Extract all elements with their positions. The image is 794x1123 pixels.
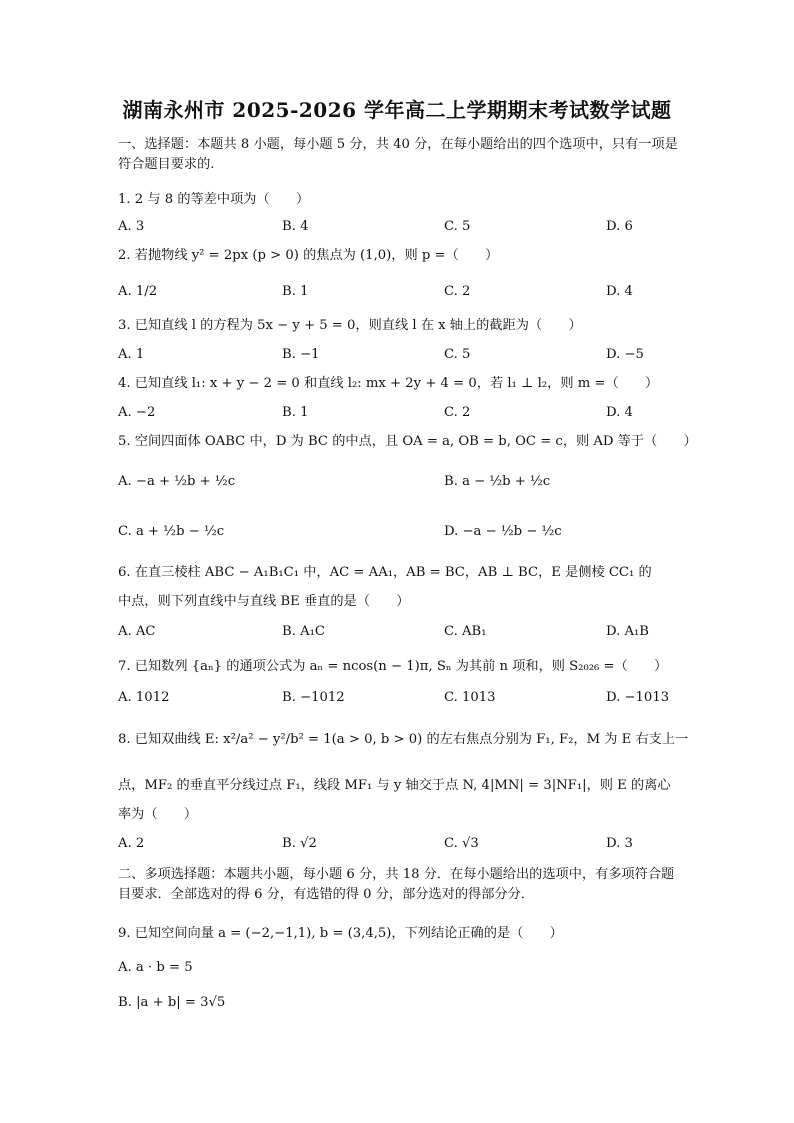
q2-option-d: D. 4: [606, 284, 633, 299]
q8-option-c: C. √3: [444, 836, 479, 851]
section-heading-single-choice: 一、选择题：本题共 8 小题，每小题 5 分，共 40 分，在每小题给出的四个选项中，只有一项是符合题目要求的.: [118, 137, 678, 172]
q2-option-c: C. 2: [444, 284, 471, 299]
q3-option-a: A. 1: [118, 347, 145, 362]
q7-option-d: D. −1013: [606, 690, 670, 705]
q2-option-a: A. 1/2: [118, 284, 158, 299]
q1-option-d: D. 6: [606, 219, 633, 234]
q3-option-d: D. −5: [606, 347, 644, 362]
q4-option-a: A. −2: [118, 405, 156, 420]
question-7-options: [118, 690, 678, 714]
question-4-stem: 4. 已知直线 l₁: x + y − 2 = 0 和直线 l₂: mx + 2y + 4 = 0，若 l₁ ⊥ l₂，则 m =（ ）: [118, 376, 659, 391]
question-6-stem-line-2: 中点，则下列直线中与直线 BE 垂直的是（ ）: [118, 594, 410, 609]
q1-option-a: A. 3: [118, 219, 145, 234]
page-title: 湖南永州市 2025-2026 学年高二上学期期末考试数学试题: [122, 98, 672, 122]
q5-option-c: C. a + ½b − ½c: [118, 524, 225, 539]
q2-option-b: B. 1: [282, 284, 309, 299]
q7-option-c: C. 1013: [444, 690, 496, 705]
q4-option-d: D. 4: [606, 405, 633, 420]
q6-option-a: A. AC: [118, 624, 156, 639]
q8-option-a: A. 2: [118, 836, 145, 851]
question-3-stem: 3. 已知直线 l 的方程为 5x − y + 5 = 0，则直线 l 在 x 轴上的截距为（ ）: [118, 318, 582, 333]
q5-option-b: B. a − ½b + ½c: [444, 474, 551, 489]
question-5-options-row-1: [118, 474, 678, 498]
q7-option-b: B. −1012: [282, 690, 345, 705]
question-4-options: [118, 405, 678, 429]
q5-option-a: A. −a + ½b + ½c: [118, 474, 236, 489]
question-5-options-row-2: [118, 524, 678, 548]
q8-option-d: D. 3: [606, 836, 633, 851]
q9-option-b: B. |a + b| = 3√5: [118, 995, 226, 1010]
q1-option-b: B. 4: [282, 219, 309, 234]
q1-option-c: C. 5: [444, 219, 471, 234]
q5-option-d: D. −a − ½b − ½c: [444, 524, 562, 539]
question-8-stem-line-1: 8. 已知双曲线 E: x²/a² − y²/b² = 1(a > 0, b > 0) 的左右焦点分别为 F₁, F₂，M 为 E 右支上一: [118, 732, 689, 747]
q9-option-a: A. a · b = 5: [118, 960, 193, 975]
question-7-stem: 7. 已知数列 {aₙ} 的通项公式为 aₙ = ncos(n − 1)π, Sₙ 为其前 n 项和，则 S₂₀₂₆ =（ ）: [118, 659, 668, 674]
question-2-stem: 2. 若抛物线 y² = 2px (p > 0) 的焦点为 (1,0)，则 p =（ ）: [118, 248, 499, 263]
q8-option-b: B. √2: [282, 836, 317, 851]
q6-option-d: D. A₁B: [606, 624, 649, 639]
question-3-options: [118, 347, 678, 371]
question-9-stem: 9. 已知空间向量 a = (−2,−1,1), b = (3,4,5)，下列结论正确的是（ ）: [118, 926, 563, 941]
q3-option-c: C. 5: [444, 347, 471, 362]
q3-option-b: B. −1: [282, 347, 320, 362]
question-6-options: [118, 624, 678, 648]
q4-option-b: B. 1: [282, 405, 309, 420]
q6-option-b: B. A₁C: [282, 624, 325, 639]
q7-option-a: A. 1012: [118, 690, 170, 705]
question-8-options: [118, 836, 678, 860]
question-1-stem: 1. 2 与 8 的等差中项为（ ）: [118, 192, 310, 207]
question-8-stem-line-3: 率为（ ）: [118, 807, 198, 822]
question-6-stem-line-1: 6. 在直三棱柱 ABC − A₁B₁C₁ 中，AC = AA₁，AB = BC，AB ⊥ BC，E 是侧棱 CC₁ 的: [118, 565, 652, 580]
q4-option-c: C. 2: [444, 405, 471, 420]
question-8-stem-line-2: 点，MF₂ 的垂直平分线过点 F₁，线段 MF₁ 与 y 轴交于点 N, 4|MN| = 3|NF₁|，则 E 的离心: [118, 778, 671, 793]
section-heading-multiple-choice: 二、多项选择题：本题共小题，每小题 6 分，共 18 分．在每小题给出的选项中，有多项符合题目要求．全部选对的得 6 分，有选错的得 0 分，部分选对的得部分分．: [118, 867, 675, 902]
question-5-stem: 5. 空间四面体 OABC 中，D 为 BC 的中点，且 OA = a, OB = b, OC = c，则 AD 等于（ ）: [118, 434, 697, 449]
question-2-options: [118, 284, 678, 308]
question-1-options: [118, 219, 678, 243]
q6-option-c: C. AB₁: [444, 624, 487, 639]
